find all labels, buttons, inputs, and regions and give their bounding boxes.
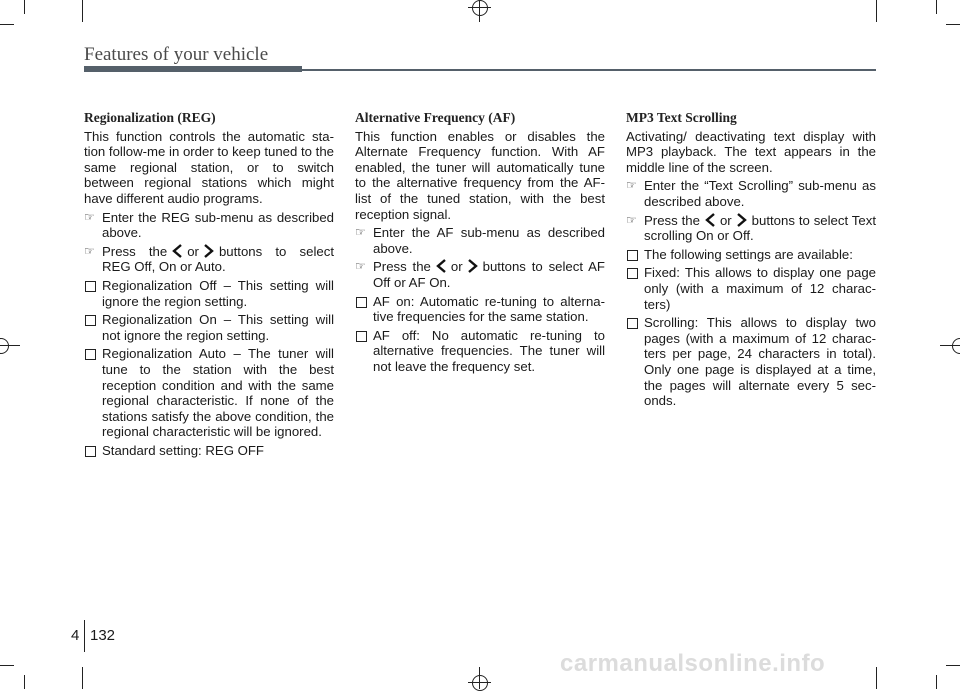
- pointer-icon: ☞: [626, 178, 637, 193]
- section-header-title: Features of your vehicle: [84, 44, 269, 65]
- bullet-text: Regionalization Off – This setting will ignore the region setting.: [102, 277, 334, 309]
- registration-mark-top: [472, 0, 488, 16]
- chevron-left-icon: [171, 244, 183, 258]
- section-title: Regionalization (REG): [84, 110, 216, 125]
- bullet-text: Scrolling: This allows to display two pages (with a maximum of 12 charac-ters per page, 24 characters in total). Only one page is displayed at a time, the pages will alternate every 5 sec-onds.: [644, 315, 876, 409]
- watermark-text: carmanualsonline.info: [560, 650, 826, 677]
- checkbox-icon: [85, 315, 96, 326]
- step-text: Enter the REG sub-menu as described above.: [102, 209, 334, 241]
- column-mp3-text-scrolling: [626, 110, 876, 412]
- bullet-item: [84, 278, 334, 309]
- chapter-number: 4: [71, 627, 80, 644]
- crop-mark: [936, 0, 937, 14]
- registration-mark-left: [0, 345, 20, 346]
- bullet-item: [626, 247, 876, 263]
- crop-mark: [876, 667, 877, 689]
- registration-mark-top: [468, 7, 491, 8]
- chevron-right-icon: [203, 244, 215, 258]
- header-rule-thick: [84, 66, 302, 72]
- section-title: MP3 Text Scrolling: [626, 110, 737, 125]
- section-body: This function enables or disables the Alternate Frequency function. With AF enabled, the tuner will automatically tune to the alternative frequency from the AF-list of the tuned station, with the best reception signal.: [355, 128, 605, 222]
- checkbox-icon: [85, 281, 96, 292]
- step-text: Press the: [644, 212, 700, 228]
- checkbox-icon: [85, 349, 96, 360]
- step-text: Press the: [373, 259, 431, 275]
- page-number-divider: [84, 620, 85, 652]
- crop-mark: [876, 0, 877, 22]
- bullet-item: [626, 315, 876, 409]
- crop-mark: [946, 665, 960, 666]
- registration-mark-bottom: [479, 667, 480, 689]
- checkbox-icon: [627, 250, 638, 261]
- registration-mark-left: [0, 338, 9, 354]
- bullet-text: Regionalization Auto – The tuner will tune to the station with the best reception condition and with the same regional characteristic. If none of the stations satisfy the above condition, the regional characteristic will be ignored.: [102, 346, 334, 440]
- pointer-icon: ☞: [626, 212, 637, 227]
- step-text: or: [719, 212, 732, 228]
- bullet-item: [84, 443, 334, 459]
- bullet-text: Standard setting: REG OFF: [102, 442, 264, 458]
- bullet-item: [84, 312, 334, 343]
- bullet-text: The following settings are available:: [644, 246, 853, 262]
- step-item: [626, 213, 876, 244]
- registration-mark-top: [479, 0, 480, 22]
- crop-mark: [0, 665, 14, 666]
- crop-mark: [82, 0, 83, 22]
- pointer-icon: ☞: [84, 243, 95, 258]
- crop-mark: [946, 24, 960, 25]
- step-item: [355, 259, 605, 290]
- step-text: buttons to select REG Off, On or Auto.: [102, 243, 334, 275]
- crop-mark: [936, 675, 937, 689]
- header-rule-thin: [302, 69, 876, 71]
- section-body: Activating/ deactivating text display with MP3 playback. The text appears in the middle line of the screen.: [626, 128, 876, 175]
- page-number: 132: [90, 627, 116, 644]
- checkbox-icon: [356, 297, 367, 308]
- step-text: or: [450, 259, 463, 275]
- section-body: This function controls the automatic sta-tion follow-me in order to keep tuned to the same regional station, or to switch between regional stations which might have different audio programs.: [84, 128, 334, 206]
- bullet-text: AF off: No automatic re-tuning to alternative frequencies. The tuner will not leave the frequency set.: [373, 327, 605, 374]
- crop-mark: [82, 667, 83, 689]
- bullet-text: Fixed: This allows to display one page only (with a maximum of 12 charac-ters): [644, 265, 876, 312]
- step-item: [84, 210, 334, 241]
- checkbox-icon: [627, 268, 638, 279]
- bullet-text: AF on: Automatic re-tuning to alterna-tive frequencies for the same station.: [373, 293, 605, 325]
- chevron-left-icon: [704, 213, 716, 227]
- step-text: Press the: [102, 243, 168, 259]
- step-item: [626, 178, 876, 209]
- chevron-right-icon: [467, 259, 479, 273]
- checkbox-icon: [356, 331, 367, 342]
- bullet-item: [355, 328, 605, 375]
- step-text: buttons to select Text scrolling On or Off.: [644, 212, 876, 244]
- bullet-item: [355, 294, 605, 325]
- chevron-left-icon: [435, 259, 447, 273]
- column-regionalization: [84, 110, 334, 461]
- column-alternative-frequency: [355, 110, 605, 378]
- step-text: buttons to select AF Off or AF On.: [373, 259, 605, 290]
- step-text: Enter the “Text Scrolling” sub-menu as described above.: [644, 178, 876, 209]
- crop-mark: [0, 24, 14, 25]
- crop-mark: [24, 675, 25, 689]
- step-text: or: [187, 243, 199, 259]
- bullet-item: [84, 346, 334, 440]
- bullet-text: Regionalization On – This setting will not ignore the region setting.: [102, 312, 334, 343]
- checkbox-icon: [85, 446, 96, 457]
- registration-mark-bottom: [468, 682, 491, 683]
- crop-mark: [24, 0, 25, 14]
- pointer-icon: ☞: [84, 209, 95, 224]
- step-item: [84, 244, 334, 275]
- registration-mark-right: [952, 338, 960, 354]
- bullet-item: [626, 265, 876, 312]
- section-title: Alternative Frequency (AF): [355, 110, 516, 125]
- checkbox-icon: [627, 318, 638, 329]
- pointer-icon: ☞: [355, 259, 366, 274]
- registration-mark-right: [940, 345, 960, 346]
- step-item: [355, 225, 605, 256]
- chevron-right-icon: [736, 213, 748, 227]
- step-text: Enter the AF sub-menu as described above.: [373, 225, 605, 256]
- pointer-icon: ☞: [355, 225, 366, 240]
